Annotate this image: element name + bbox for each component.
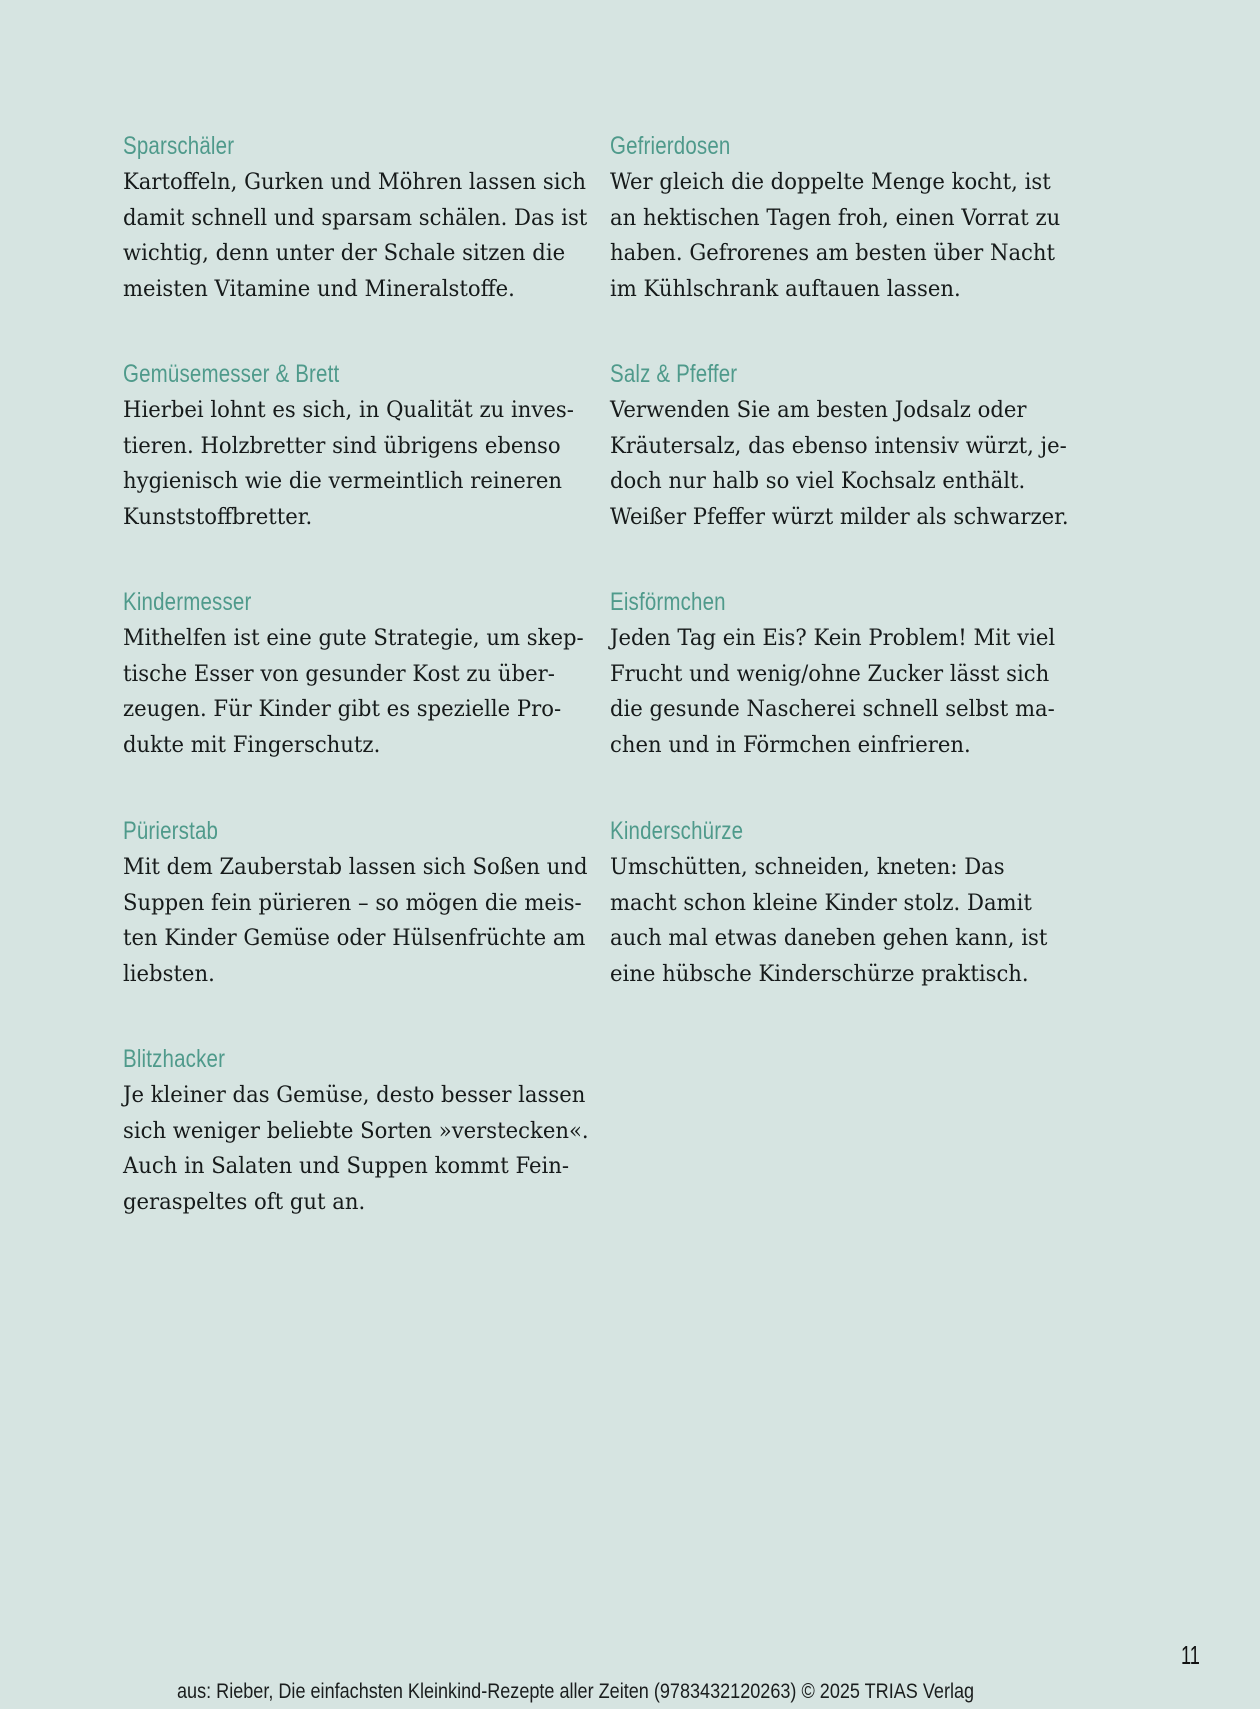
section-eisfoermchen xyxy=(610,587,1080,763)
body-line: Kartoffeln, Gurken und Möhren lassen sich xyxy=(123,169,586,195)
body-line: chen und in Förmchen einfrieren. xyxy=(610,731,971,758)
body-line: haben. Gefrorenes am besten über Nacht xyxy=(610,240,1056,266)
body-line: Wer gleich die doppelte Menge kocht, ist xyxy=(610,169,1051,195)
body-line: Weißer Pfeffer würzt milder als schwarzer. xyxy=(610,503,1069,530)
section-salz-pfeffer xyxy=(610,359,1080,535)
body-line: zeugen. Für Kinder gibt es spezielle Pro- xyxy=(123,696,562,722)
body-line: Auch in Salaten und Suppen kommt Fein- xyxy=(123,1153,570,1179)
body-line: Kräutersalz, das ebenso intensiv würzt, je- xyxy=(610,432,1067,459)
body-line: Suppen fein pürieren – so mögen die meis- xyxy=(123,889,582,916)
body-line: macht schon kleine Kinder stolz. Damit xyxy=(610,889,1032,916)
body-line: meisten Vitamine und Mineralstoffe. xyxy=(123,275,515,302)
section-heading: Pürierstab xyxy=(123,817,219,845)
body-line: Mit dem Zauberstab lassen sich Soßen und xyxy=(123,854,588,880)
section-gemuesemesser-brett xyxy=(123,359,593,535)
body-line: eine hübsche Kinderschürze praktisch. xyxy=(610,960,1029,987)
section-heading: Salz & Pfeffer xyxy=(610,360,738,388)
section-heading: Kindermesser xyxy=(123,588,252,616)
body-line: Verwenden Sie am besten Jodsalz oder xyxy=(610,397,1027,423)
source-footer: aus: Rieber, Die einfachsten Kleinkind-Rezepte aller Zeiten (9783432120263) © 2025 TRIAS Verlag xyxy=(177,1680,975,1703)
body-line: liebsten. xyxy=(123,960,215,987)
body-line: doch nur halb so viel Kochsalz enthält. xyxy=(610,468,1026,494)
body-line: die gesunde Nascherei schnell selbst ma- xyxy=(610,696,1055,722)
body-line: damit schnell und sparsam schälen. Das ist xyxy=(123,204,588,231)
section-heading: Gemüsemesser & Brett xyxy=(123,360,340,388)
body-line: geraspeltes oft gut an. xyxy=(123,1188,366,1215)
body-line: dukte mit Fingerschutz. xyxy=(123,731,381,758)
body-line: im Kühlschrank auftauen lassen. xyxy=(610,275,961,302)
body-line: sich weniger beliebte Sorten »verstecken«. xyxy=(123,1117,589,1144)
body-line: wichtig, denn unter der Schale sitzen die xyxy=(123,240,566,266)
body-line: Kunststoffbretter. xyxy=(123,503,313,530)
section-heading: Kinderschürze xyxy=(610,817,744,845)
section-sparschaeler xyxy=(123,131,593,307)
body-line: ten Kinder Gemüse oder Hülsenfrüchte am xyxy=(123,925,586,951)
body-line: Frucht und wenig/ohne Zucker lässt sich xyxy=(610,660,1050,687)
body-line: auch mal etwas daneben gehen kann, ist xyxy=(610,925,1048,951)
section-heading: Eisförmchen xyxy=(610,588,726,616)
body-line: tische Esser von gesunder Kost zu über- xyxy=(123,660,555,687)
body-line: an hektischen Tagen froh, einen Vorrat zu xyxy=(610,204,1061,231)
body-line: Je kleiner das Gemüse, desto besser lassen xyxy=(123,1082,586,1108)
section-heading: Sparschäler xyxy=(123,132,235,160)
section-gefrierdosen xyxy=(610,131,1080,307)
body-line: tieren. Holzbretter sind übrigens ebenso xyxy=(123,432,561,459)
body-line: Hierbei lohnt es sich, in Qualität zu inves- xyxy=(123,397,574,423)
section-puerierstab xyxy=(123,816,593,992)
section-heading: Gefrierdosen xyxy=(610,132,731,160)
page-number: 11 xyxy=(1181,1640,1200,1670)
section-kinderschuerze xyxy=(610,816,1080,992)
section-kindermesser xyxy=(123,587,593,763)
section-heading: Blitzhacker xyxy=(123,1045,226,1073)
body-line: Jeden Tag ein Eis? Kein Problem! Mit viel xyxy=(610,625,1056,651)
body-line: Umschütten, schneiden, kneten: Das xyxy=(610,854,1005,880)
body-line: hygienisch wie die vermeintlich reineren xyxy=(123,468,563,494)
body-line: Mithelfen ist eine gute Strategie, um skep- xyxy=(123,625,584,651)
section-blitzhacker xyxy=(123,1044,593,1220)
